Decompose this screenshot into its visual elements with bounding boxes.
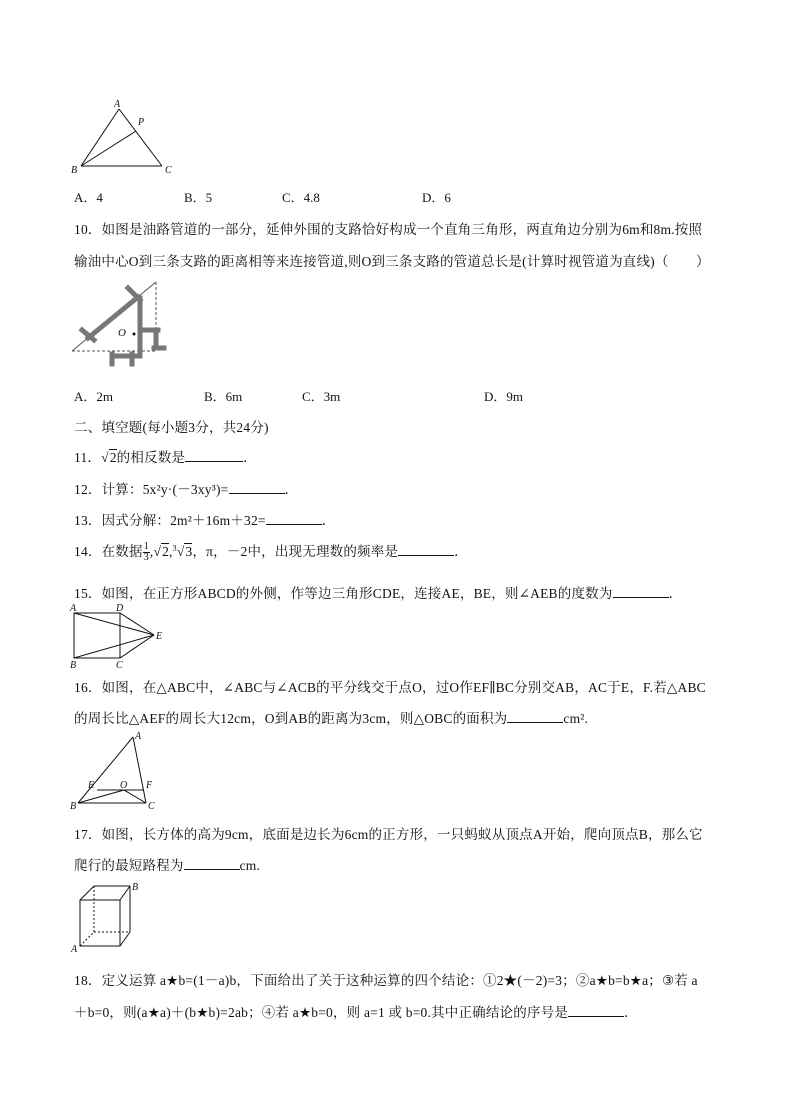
q11-sqrt-sign: √ [101, 450, 109, 465]
q14-sqrt-radicand: 2 [162, 544, 170, 559]
q18-answer-blank[interactable] [568, 1004, 624, 1017]
q16-text-line1: 16．如图，在△ABC中，∠ABC与∠ACB的平分线交于点O，过O作EF∥BC分别交AB，AC于E，F.若△ABC [74, 680, 706, 695]
q16-label-o: O [120, 780, 128, 791]
q17-label-b: B [132, 882, 139, 893]
q12-answer-blank[interactable] [229, 481, 285, 494]
q9-label-b: B [71, 165, 78, 176]
q11-question: 的相反数是 [116, 450, 186, 465]
q9-triangle-figure [66, 96, 186, 178]
q10-label-o: O [118, 327, 126, 339]
q14-fraction-numerator: 1 [143, 541, 149, 553]
q17-label-a: A [71, 944, 78, 955]
q12-end: ． [284, 482, 299, 497]
q10-option-b: B．6m [204, 389, 243, 404]
q12-question: 12．计算：5x²y·(－3xy³)= [74, 482, 229, 497]
q10-text-line1: 10．如图是油路管道的一部分，延伸外围的支路恰好构成一个直角三角形，两直角边分别为6m和8m.按照 [74, 222, 703, 237]
q10-option-a: A．2m [74, 389, 114, 404]
q14-cbrt-radicand: 3 [185, 544, 193, 559]
q15-square-figure [66, 601, 170, 671]
q16-end: cm². [563, 711, 589, 726]
q14-sqrt-sign: √ [153, 544, 162, 559]
q11-text [74, 446, 257, 466]
q9-label-c: C [165, 165, 172, 176]
q16-text-line2 [74, 707, 588, 727]
q15-question: 15．如图，在正方形ABCD的外侧，作等边三角形CDE，连接AE，BE，则∠AEB的度数为 [74, 586, 613, 601]
q14-cbrt-sign: √ [176, 544, 185, 559]
q10-option-c: C．3m [302, 389, 341, 404]
q14-answer-blank[interactable] [398, 543, 454, 556]
q17-end: cm. [239, 858, 261, 873]
q11-answer-blank[interactable] [185, 449, 243, 462]
q15-label-c: C [116, 660, 123, 671]
q13-end: ． [321, 513, 336, 528]
q18-text-line2 [74, 1001, 638, 1021]
q9-option-b: B．5 [184, 190, 213, 205]
q11-number: 11． [74, 450, 102, 465]
q15-label-d: D [116, 603, 124, 614]
q15-label-b: B [70, 660, 77, 671]
q11-radicand: 2 [109, 450, 117, 465]
q15-text [74, 582, 682, 602]
q14-end: ． [454, 544, 468, 559]
q10-option-d: D．9m [484, 389, 524, 404]
q17-text-line1: 17．如图，长方体的高为9cm，底面是边长为6cm的正方形，一只蚂蚁从顶点A开始，爬向顶点B，那么它 [74, 827, 703, 842]
q16-question: 的周长比△AEF的周长大12cm，O到AB的距离为3cm，则△OBC的面积为 [74, 711, 508, 726]
q15-end: ． [668, 586, 683, 601]
q14-question-rest: ，π，－2中，出现无理数的频率是 [192, 544, 399, 559]
q16-label-f: F [146, 780, 153, 791]
q14-cbrt-index: 3 [172, 543, 177, 553]
q11-end: ． [243, 450, 257, 465]
q16-triangle-figure [66, 727, 166, 811]
q15-label-a: A [70, 603, 77, 614]
q13-question: 13．因式分解：2m²＋16m＋32= [74, 513, 266, 528]
q10-pipeline-figure [68, 278, 172, 368]
q17-question: 爬行的最短路程为 [74, 858, 184, 873]
q9-label-a: A [114, 99, 121, 110]
q13-answer-blank[interactable] [266, 512, 322, 525]
q9-option-c: C．4.8 [282, 190, 320, 205]
q14-sep2: , [169, 544, 173, 559]
q16-answer-blank[interactable] [507, 710, 563, 723]
q17-text-line2 [74, 854, 260, 874]
q16-label-e: E [88, 780, 95, 791]
q9-label-p: P [138, 117, 145, 128]
q17-cuboid-figure [66, 876, 146, 956]
q15-label-e: E [156, 631, 163, 642]
q12-text [74, 478, 298, 498]
q9-option-d: D．6 [422, 190, 451, 205]
q16-label-b: B [70, 801, 77, 811]
q18-end: ． [624, 1005, 638, 1020]
q16-label-a: A [135, 731, 142, 742]
q14-sep1: , [149, 544, 154, 559]
q17-answer-blank[interactable] [184, 857, 240, 870]
q18-question: ＋b=0，则(a★a)＋(b★b)=2ab；④若 a★b=0，则 a=1 或 b=0.其中正确结论的序号是 [74, 1005, 569, 1020]
q10-text-line2: 输油中心O到三条支路的距离相等来连接管道,则O到三条支路的管道总长是(计算时视管道为直线)（ ） [74, 254, 710, 269]
q18-text-line1: 18．定义运算 a★b=(1－a)b，下面给出了关于这种运算的四个结论：①2★(－2)=3；②a★b=b★a；③若 a [74, 973, 698, 988]
q14-fraction [143, 542, 150, 563]
q14-text [74, 540, 468, 563]
section-heading-fill-in: 二、填空题(每小题3分，共24分) [74, 420, 269, 435]
q16-label-c: C [148, 801, 155, 811]
q14-fraction-denominator: 3 [143, 552, 149, 564]
q13-text [74, 509, 335, 529]
q15-answer-blank[interactable] [613, 585, 669, 598]
q9-option-a: A．4 [74, 190, 103, 205]
q14-question-start: 14．在数据 [74, 544, 143, 559]
